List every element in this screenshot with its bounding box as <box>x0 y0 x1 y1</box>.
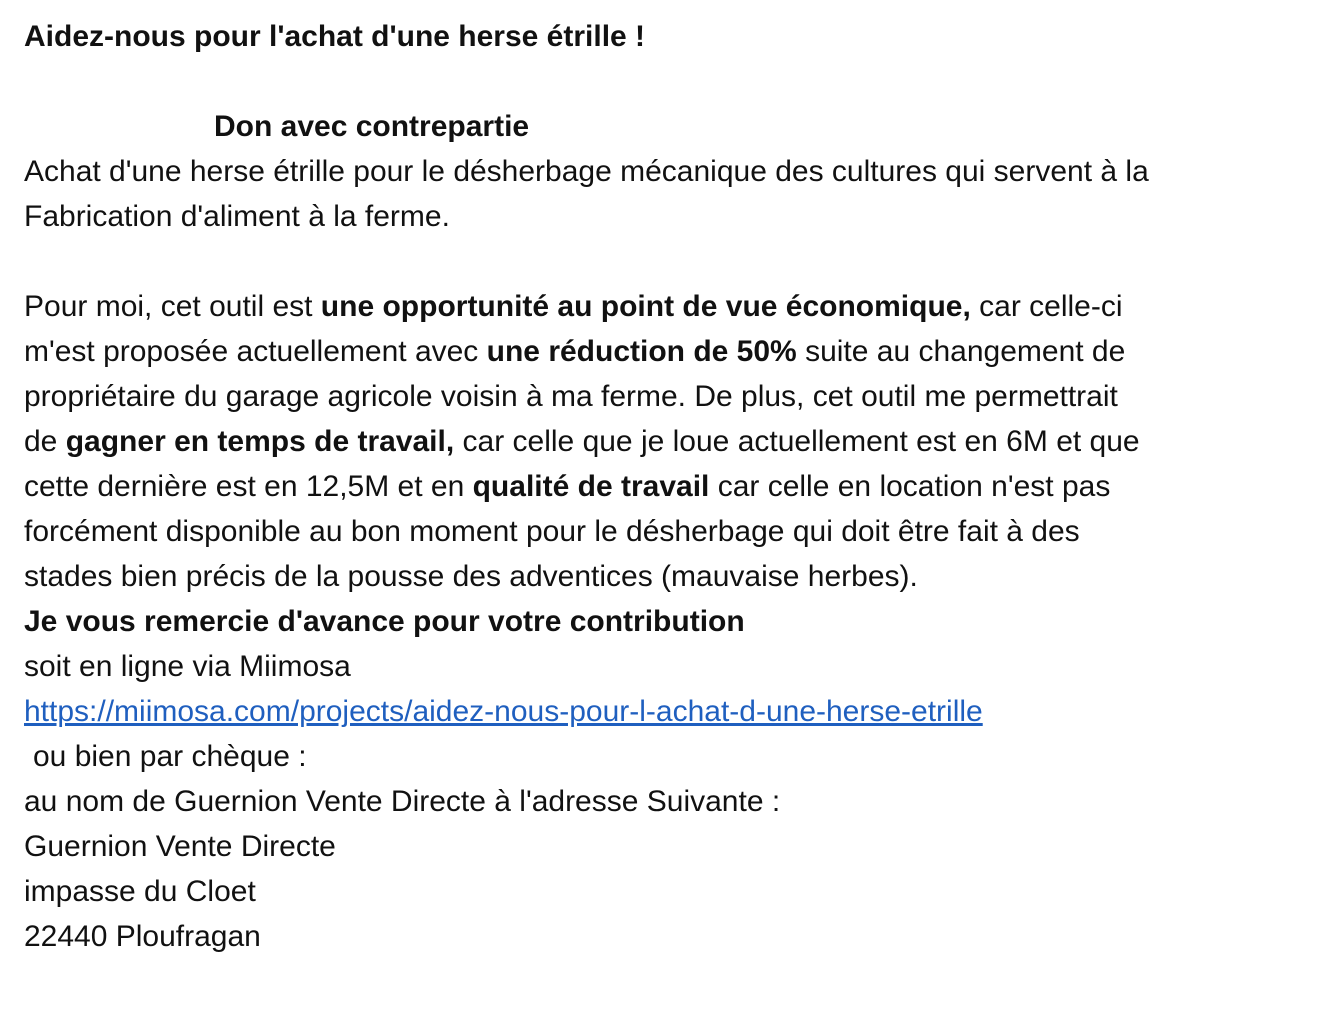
payee-line: au nom de Guernion Vente Directe à l'adresse Suivante : <box>24 785 781 818</box>
address-city: 22440 Ploufragan <box>24 920 261 953</box>
intro-line-2: Fabrication d'aliment à la ferme. <box>24 200 450 233</box>
project-link-line <box>24 689 1324 734</box>
text-run: car celle que je loue actuellement est en 6M et que <box>454 425 1140 458</box>
thanks-line: Je vous remercie d'avance pour votre contribution <box>24 605 745 638</box>
bold-run: une réduction de 50% <box>486 335 797 368</box>
text-run: cette dernière est en 12,5M et en <box>24 470 473 503</box>
spacer <box>24 239 1324 284</box>
page-title: Aidez-nous pour l'achat d'une herse étrille ! <box>24 20 646 53</box>
paragraph-line-7: stades bien précis de la pousse des adventices (mauvaise herbes). <box>24 560 918 593</box>
bold-run: une opportunité au point de vue économique, <box>320 290 971 323</box>
project-link[interactable]: https://miimosa.com/projects/aidez-nous-pour-l-achat-d-une-herse-etrille <box>24 695 983 728</box>
online-line: soit en ligne via Miimosa <box>24 650 351 683</box>
text-run: de <box>24 425 66 458</box>
paragraph-line-2 <box>24 329 1324 374</box>
paragraph-line-3: propriétaire du garage agricole voisin à ma ferme. De plus, cet outil me permettrait <box>24 380 1118 413</box>
cheque-line: ou bien par chèque : <box>33 740 307 773</box>
address-street: impasse du Cloet <box>24 875 256 908</box>
text-run: Pour moi, cet outil est <box>24 290 321 323</box>
text-run: suite au changement de <box>796 335 1126 368</box>
document-body <box>24 14 1324 959</box>
text-run: car celle-ci <box>970 290 1123 323</box>
subtitle: Don avec contrepartie <box>214 110 530 143</box>
bold-run: gagner en temps de travail, <box>65 425 455 458</box>
text-run: car celle en location n'est pas <box>709 470 1111 503</box>
paragraph-line-4 <box>24 419 1324 464</box>
text-run: m'est proposée actuellement avec <box>24 335 487 368</box>
paragraph-line-1 <box>24 284 1324 329</box>
paragraph-line-5 <box>24 464 1324 509</box>
paragraph-line-6: forcément disponible au bon moment pour le désherbage qui doit être fait à des <box>24 515 1080 548</box>
spacer <box>24 59 1324 104</box>
address-name: Guernion Vente Directe <box>24 830 336 863</box>
bold-run: qualité de travail <box>472 470 710 503</box>
intro-line-1: Achat d'une herse étrille pour le désherbage mécanique des cultures qui servent à la <box>24 155 1149 188</box>
